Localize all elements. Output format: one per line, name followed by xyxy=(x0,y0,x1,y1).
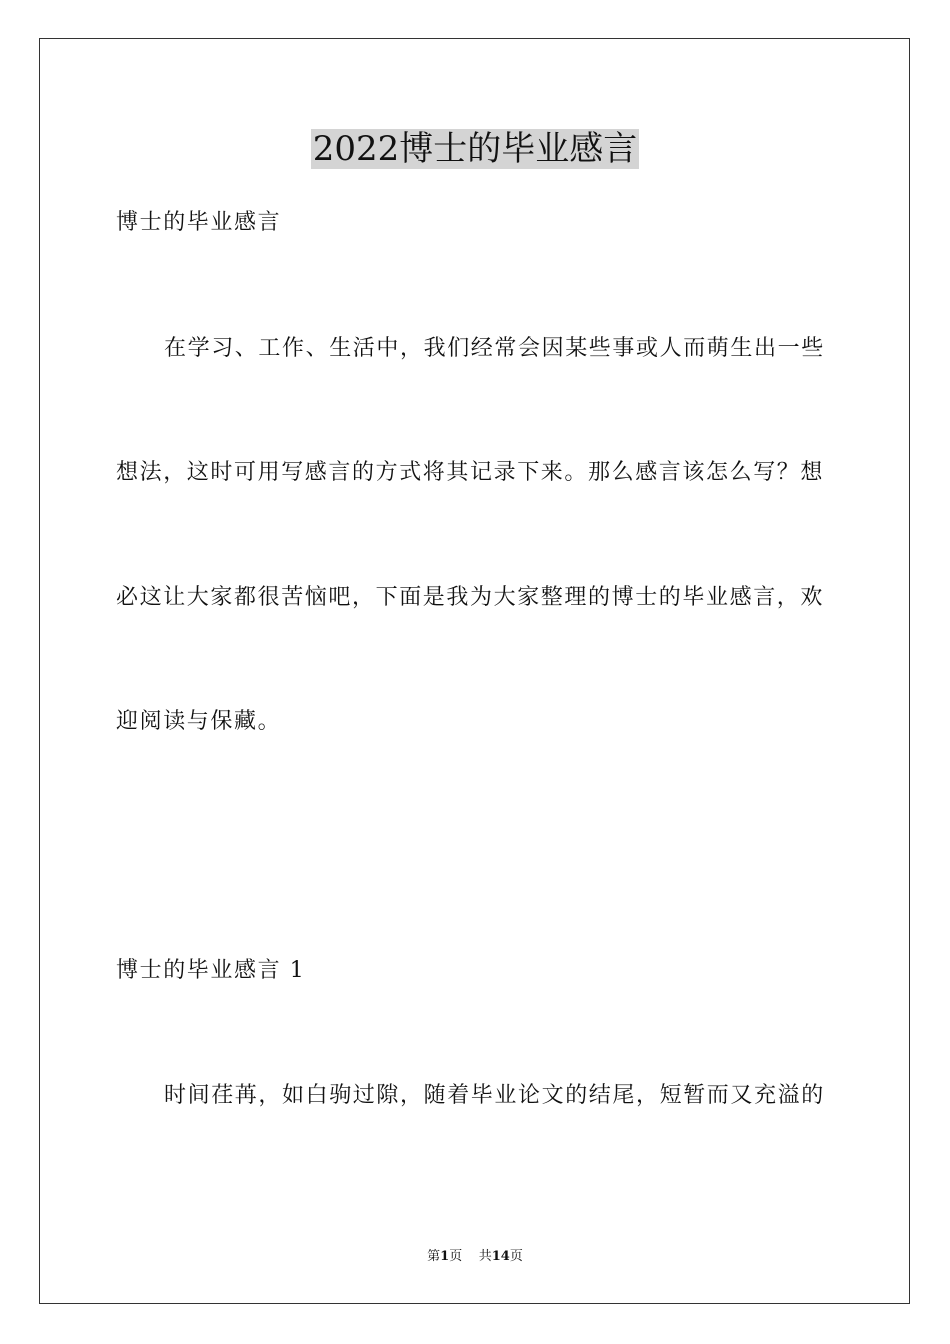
paragraph-line: 必这让大家都很苦恼吧，下面是我为大家整理的博士的毕业感言，欢 xyxy=(116,585,825,610)
footer-page-suffix: 页 xyxy=(449,1249,463,1264)
footer-total-suffix: 页 xyxy=(509,1249,523,1264)
paragraph-line: 时间荏苒，如白驹过隙，随着毕业论文的结尾，短暂而又充溢的 xyxy=(164,1083,825,1108)
document-title xyxy=(0,125,950,173)
paragraph-line: 在学习、工作、生活中，我们经常会因某些事或人而萌生出一些 xyxy=(164,336,825,361)
document-title-text: 2022博士的毕业感言 xyxy=(312,129,638,169)
footer-page-number: 1 xyxy=(440,1249,450,1264)
document-subtitle: 博士的毕业感言 xyxy=(116,210,282,235)
footer-page-prefix: 第 xyxy=(427,1249,441,1264)
footer-total-pages: 14 xyxy=(491,1249,510,1264)
footer-total-prefix: 共 xyxy=(478,1249,492,1264)
page-footer xyxy=(0,1248,950,1266)
paragraph-line: 迎阅读与保藏。 xyxy=(116,709,282,734)
section-heading: 博士的毕业感言 1 xyxy=(116,958,306,983)
paragraph-line: 想法，这时可用写感言的方式将其记录下来。那么感言该怎么写？想 xyxy=(116,460,825,485)
